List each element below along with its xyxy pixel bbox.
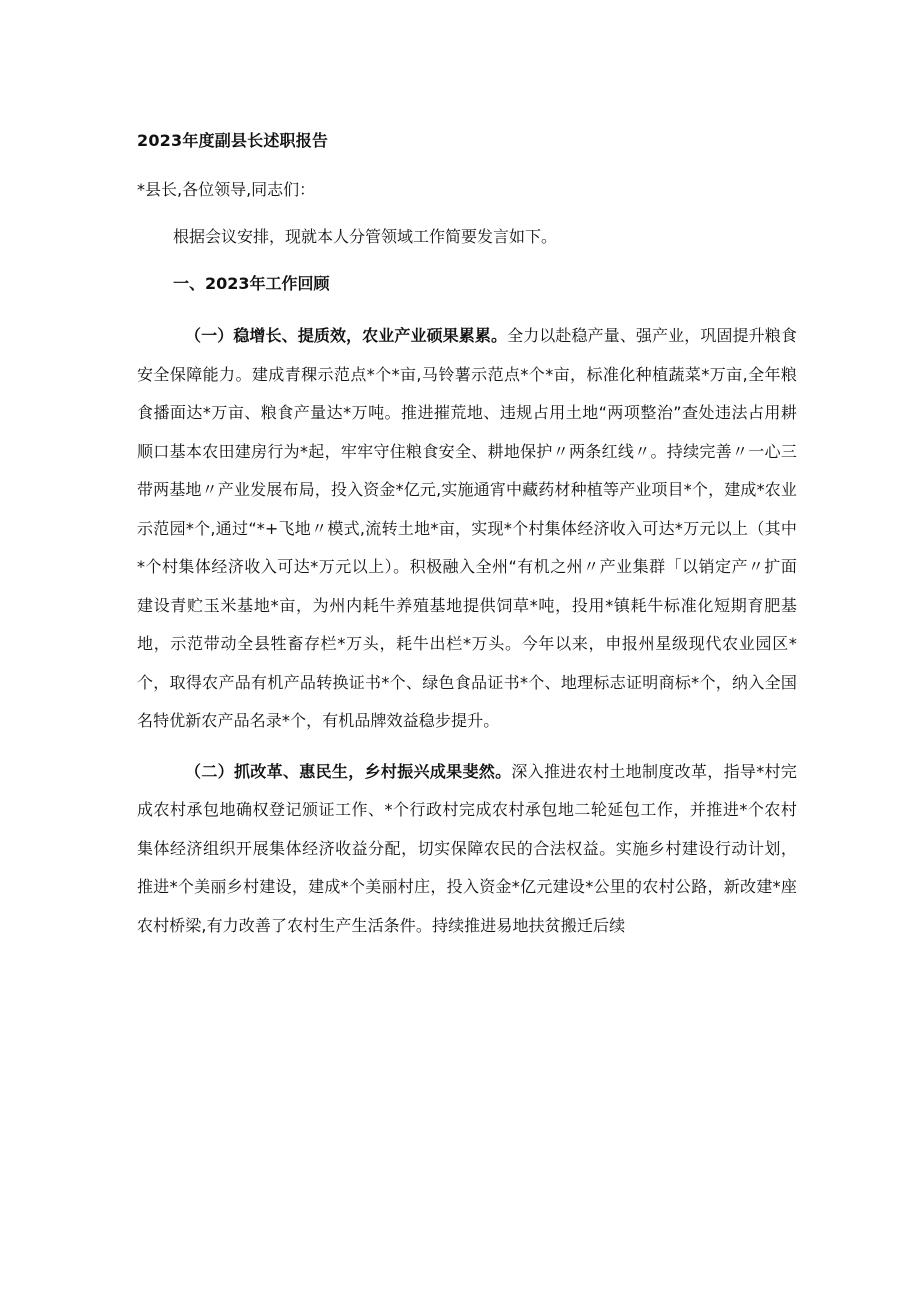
document-title: 2023年度副县长述职报告 [137,131,329,150]
paragraph-body: 全力以赴稳产量、强产业，巩固提升粮食安全保障能力。建成青稞示范点*个*亩,马铃薯示范点*个*亩，标准化种植蔬菜*万亩,全年粮食播面达*万亩、粮食产量达*万吨。推进摧荒地、违规占用土地“两项整治”查处违法占用耕顺口基本农田建房行为*起，牢牢守住粮食安全、耕地保护〃两条红线〃。持续完善〃一心三带两基地〃产业发展布局，投入资金*亿元,实施通宵中藏药材种植等产业项目*个，建成*农业示范园*个,通过“*+飞地〃模式,流转土地*亩，实现*个村集体经济收入可达*万元以上（其中*个村集体经济收入可达*万元以上）。积极融入全州“有机之州〃产业集群「以销定产〃扩面建设青贮玉米基地*亩，为州内耗牛养殖基地提供饲草*吨，投用*镇耗牛标准化短期育肥基地，示范带动全县牲畜存栏*万头，耗牛出栏*万头。今年以来，申报州星级现代农业园区*个，取得农产品有机产品转换证书*个、绿色食品证书*个、地理标志证明商标*个，纳入全国名特优新农产品名录*个，有机品牌效益稳步提升。 [137,326,797,730]
salutation: *县长,各位领导,同志们： [137,180,316,199]
document-body [137,126,797,945]
section-heading: 一、2023年工作回顾 [173,274,330,293]
intro-paragraph: 根据会议安排，现就本人分管领域工作简要发言如下。 [173,227,558,246]
paragraph-rural-revitalization [137,753,797,946]
paragraph-lead: （一）稳增长、提质效，农业产业硕果累累。 [185,326,508,345]
paragraph-agriculture [137,317,797,741]
paragraph-lead: （二）抓改革、惠民生，乡村振兴成果斐然。 [185,761,512,781]
paragraph-body: 深入推进农村土地制度改革，指导*村完成农村承包地确权登记颁证工作、*个行政村完成农村承包地二轮延包工作，并推进*个农村集体经济组织开展集体经济收益分配，切实保障农民的合法权益。实施乡村建设行动计划，推进*个美丽乡村建设，建成*个美丽村庄，投入资金*亿元建设*公里的农村公路，新改建*座农村桥梁,有力改善了农村生产生活条件。持续推进易地扶贫搬迁后续 [137,761,797,935]
